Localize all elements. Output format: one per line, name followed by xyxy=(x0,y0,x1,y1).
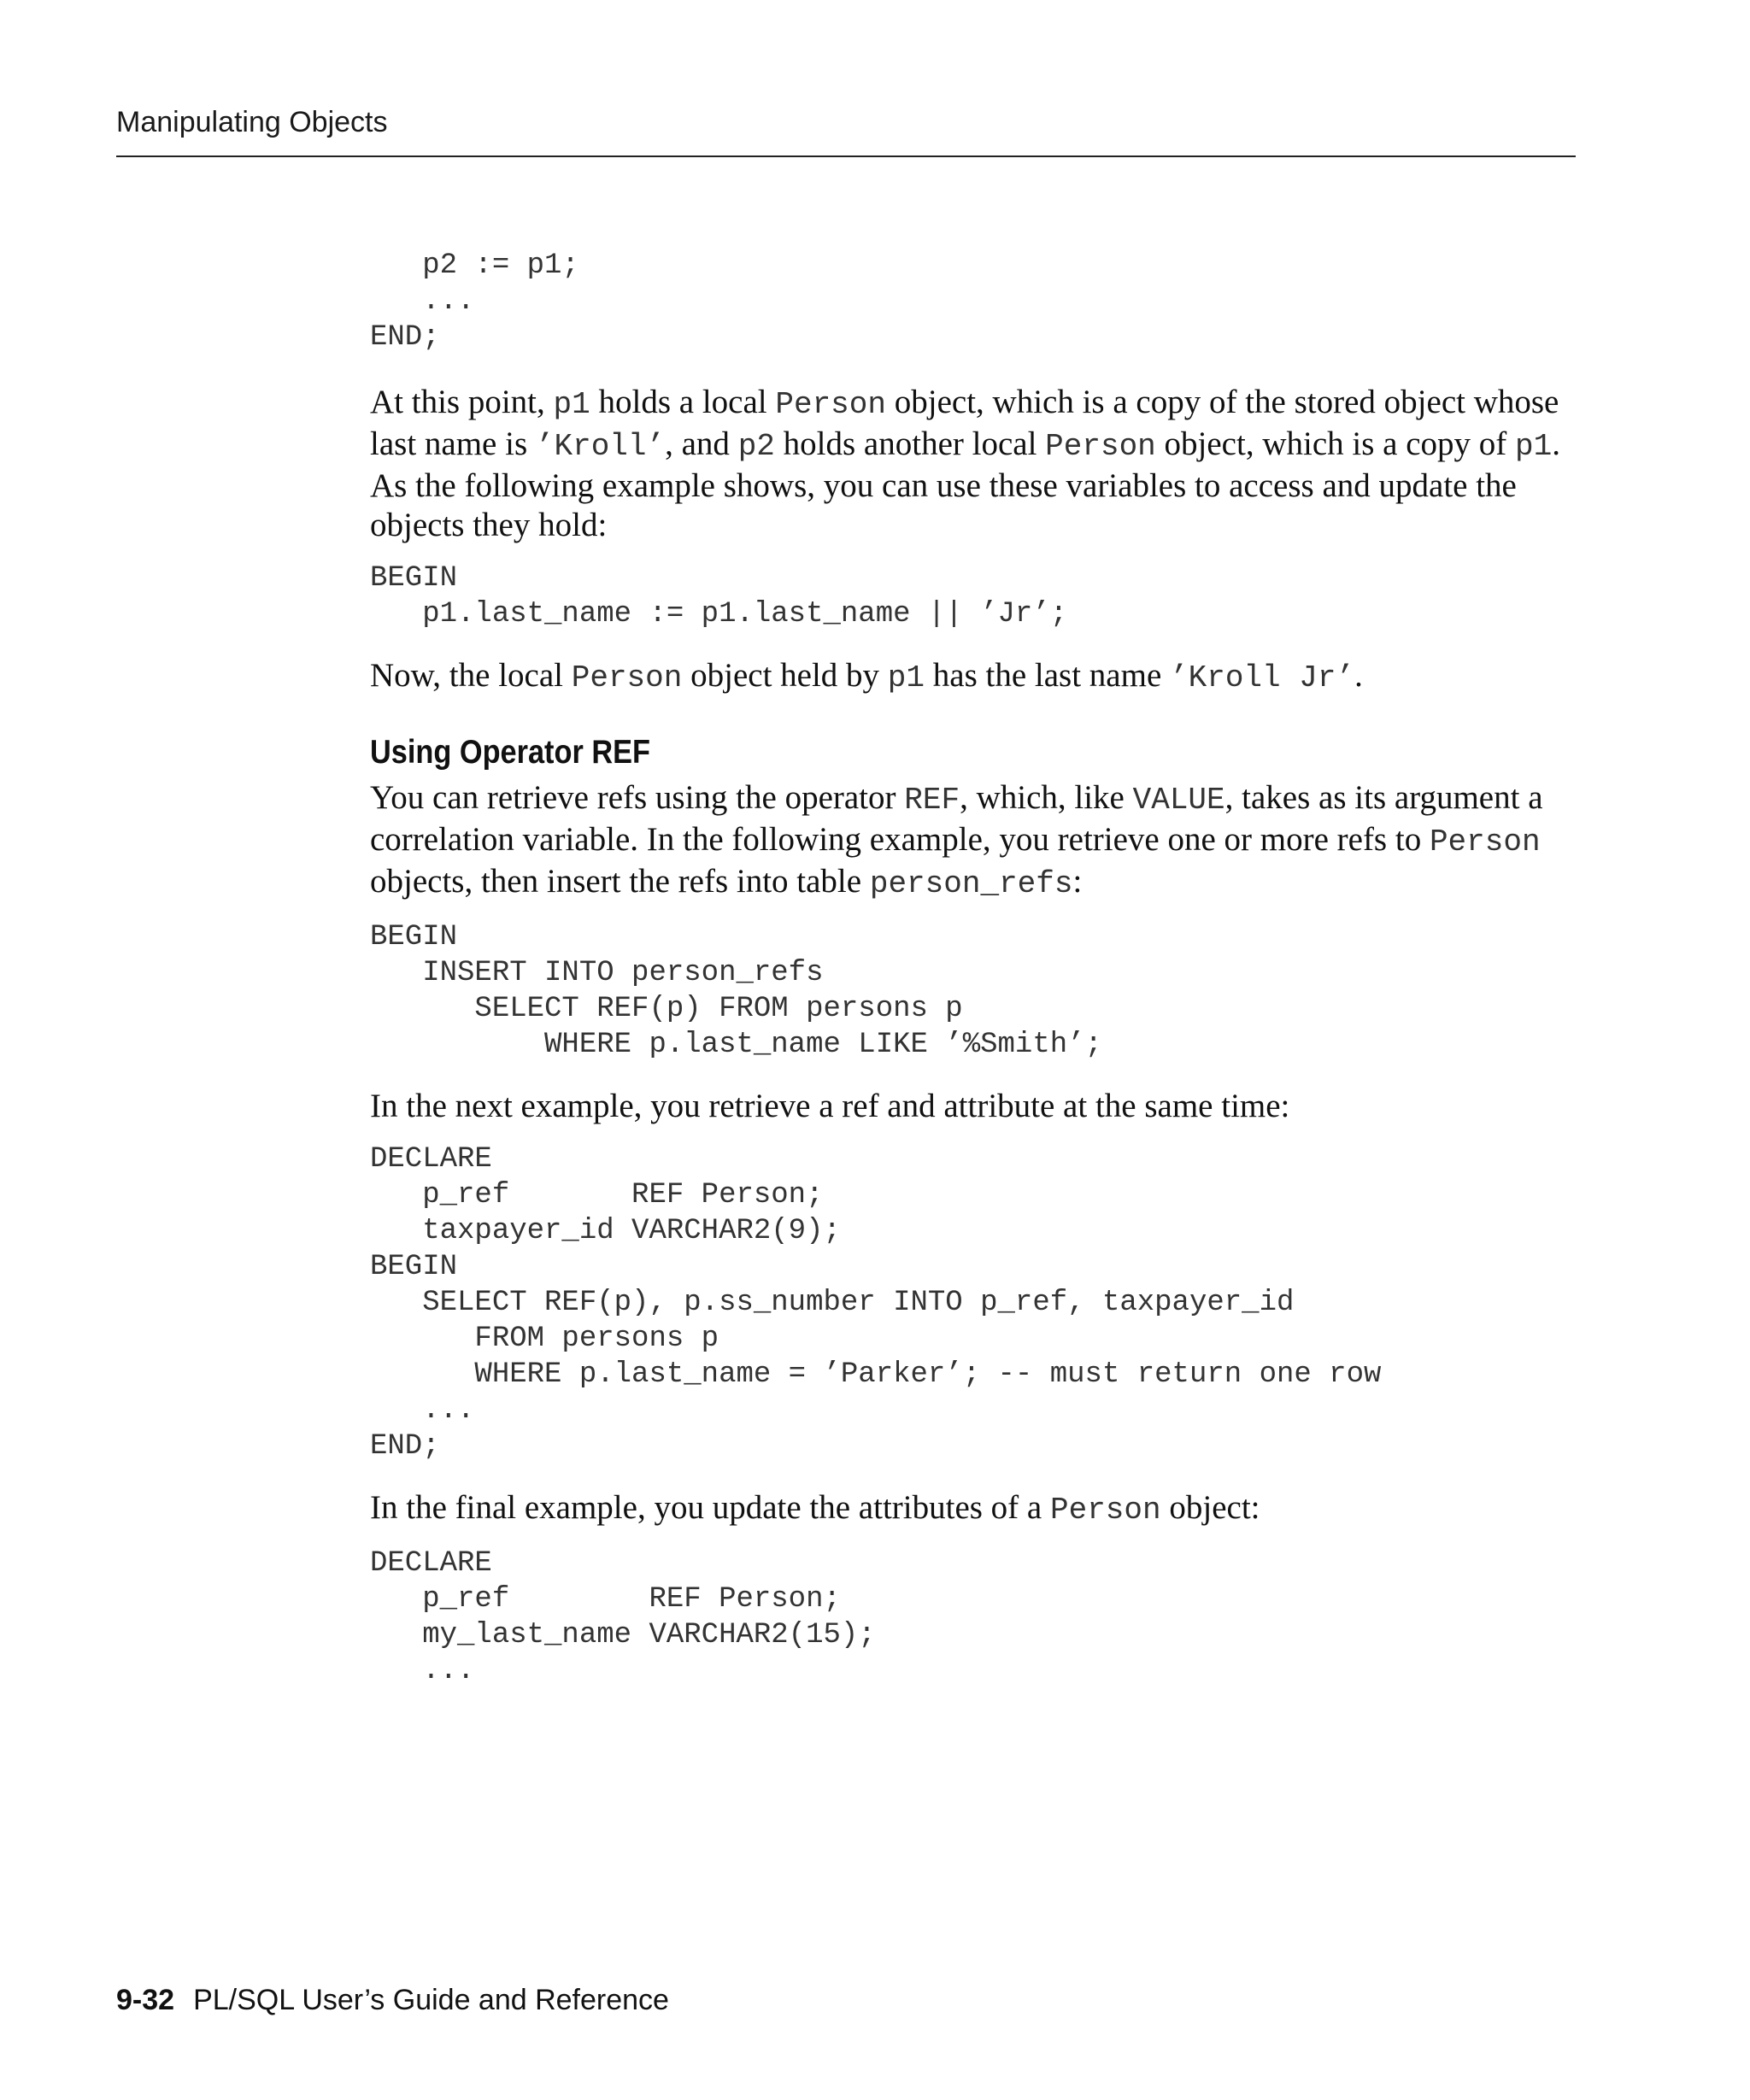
page-footer xyxy=(116,1984,669,2017)
page-body xyxy=(370,239,1583,1689)
code-block-select-ref: DECLARE p_ref REF Person; taxpayer_id VARCHAR2(9); BEGIN SELECT REF(p), p.ss_number INTO p_ref, taxpayer_id FROM persons p WHERE p.last_name = ’Parker’; -- must return one row ... END; xyxy=(370,1143,1382,1463)
section-heading: Using Operator REF xyxy=(370,734,650,771)
code-block-assign: p2 := p1; ... END; xyxy=(370,249,579,354)
page-number: 9-32 xyxy=(116,1984,175,2016)
paragraph-ref-operator: You can retrieve refs using the operator REF, which, like VALUE, takes as its argument a correlation variable. In the following example, you retrieve one or more refs to Person objects, then insert the refs into table person_refs: xyxy=(370,779,1543,901)
paragraph-final-example: In the final example, you update the attributes of a Person object: xyxy=(370,1489,1260,1528)
paragraph-local-copy: At this point, p1 holds a local Person object, which is a copy of the stored object whose last name is ’Kroll’, and p2 holds another local Person object, which is a copy of p1. As the following example shows, you can use these variables to access and update the objects they hold: xyxy=(370,384,1560,543)
code-block-insert-refs: BEGIN INSERT INTO person_refs SELECT REF(p) FROM persons p WHERE p.last_name LIKE ’%Smith’; xyxy=(370,921,1102,1061)
code-block-update: BEGIN p1.last_name := p1.last_name || ’Jr’; xyxy=(370,562,1068,631)
book-title: PL/SQL User’s Guide and Reference xyxy=(193,1984,669,2016)
paragraph-kroll-jr: Now, the local Person object held by p1 has the last name ’Kroll Jr’. xyxy=(370,657,1363,695)
code-block-declare: DECLARE p_ref REF Person; my_last_name VARCHAR2(15); ... xyxy=(370,1547,876,1687)
running-head: Manipulating Objects xyxy=(116,106,388,138)
header-rule xyxy=(116,155,1576,157)
paragraph-next-example: In the next example, you retrieve a ref and attribute at the same time: xyxy=(370,1088,1290,1124)
